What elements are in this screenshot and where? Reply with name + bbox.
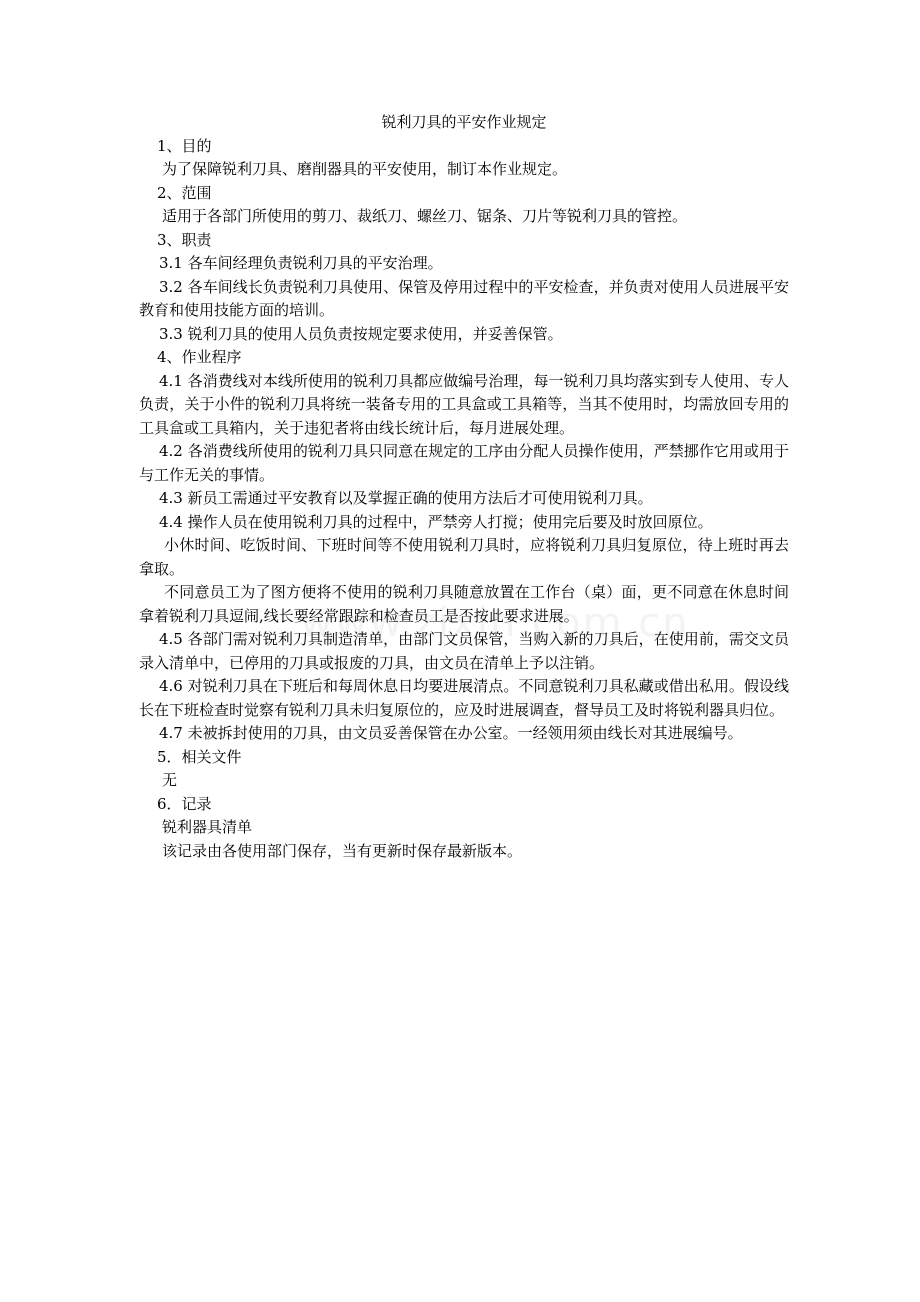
- section-heading-purpose: 1、目的: [157, 136, 212, 155]
- section-heading-records: 6．记录: [157, 794, 212, 813]
- paragraph-scope: 适用于各部门所使用的剪刀、裁纸刀、螺丝刀、锯条、刀片等锐利刀具的管控。: [162, 207, 688, 225]
- paragraph-4-2: 4.2 各消费线所使用的锐利刀具只同意在规定的工序由分配人员操作使用，严禁挪作它用或用于与工作无关的事情。: [139, 442, 789, 484]
- paragraph-4-6: 4.6 对锐利刀具在下班后和每周休息日均要进展清点。不同意锐利刀具私藏或借出私用。假设线长在下班检查时觉察有锐利刀具未归复原位的，应及时进展调查，督导员工及时将锐利器具归位。: [139, 677, 789, 719]
- paragraph-4-4-storage: 不同意员工为了图方便将不使用的锐利刀具随意放置在工作台（桌）面，更不同意在休息时间拿着锐利刀具逗闹,线长要经常跟踪和检查员工是否按此要求进展。: [139, 583, 789, 625]
- paragraph-4-1: 4.1 各消费线对本线所使用的锐利刀具都应做编号治理，每一锐利刀具均落实到专人使用、专人负责，关于小件的锐利刀具将统一装备专用的工具盒或工具箱等，当其不使用时，均需放回专用的工具盒或工具箱内，关于违犯者将由线长统计后，每月进展处理。: [139, 371, 789, 437]
- paragraph-4-4-break: 小休时间、吃饭时间、下班时间等不使用锐利刀具时，应将锐利刀具归复原位，待上班时再去拿取。: [139, 536, 789, 578]
- paragraph-3-3: 3.3 锐利刀具的使用人员负责按规定要求使用，并妥善保管。: [159, 324, 563, 343]
- section-heading-responsibilities: 3、职责: [157, 230, 212, 249]
- paragraph-records-note: 该记录由各使用部门保存，当有更新时保存最新版本。: [162, 841, 523, 860]
- document-body: [139, 111, 789, 863]
- paragraph-4-3: 4.3 新员工需通过平安教育以及掌握正确的使用方法后才可使用锐利刀具。: [159, 489, 653, 507]
- paragraph-4-5: 4.5 各部门需对锐利刀具制造清单，由部门文员保管，当购入新的刀具后，在使用前，需交文员录入清单中，已停用的刀具或报废的刀具，由文员在清单上予以注销。: [139, 630, 789, 672]
- paragraph-purpose: 为了保障锐利刀具、磨削器具的平安使用，制订本作业规定。: [162, 160, 568, 178]
- paragraph-records-list: 锐利器具清单: [162, 818, 253, 836]
- section-heading-scope: 2、范围: [157, 183, 212, 202]
- paragraph-3-1: 3.1 各车间经理负责锐利刀具的平安治理。: [159, 254, 443, 272]
- paragraph-4-4: 4.4 操作人员在使用锐利刀具的过程中，严禁旁人打搅；使用完后要及时放回原位。: [159, 512, 713, 531]
- paragraph-related-docs: 无: [162, 771, 178, 789]
- section-heading-procedure: 4、作业程序: [157, 348, 242, 366]
- paragraph-4-7: 4.7 未被拆封使用的刀具，由文员妥善保管在办公室。一经领用须由线长对其进展编号。: [159, 724, 743, 742]
- paragraph-3-2: 3.2 各车间线长负责锐利刀具使用、保管及停用过程中的平安检查，并负责对使用人员进展平安教育和使用技能方面的培训。: [139, 277, 789, 319]
- document-title: 锐利刀具的平安作业规定: [381, 113, 547, 131]
- section-heading-related-docs: 5．相关文件: [157, 747, 242, 766]
